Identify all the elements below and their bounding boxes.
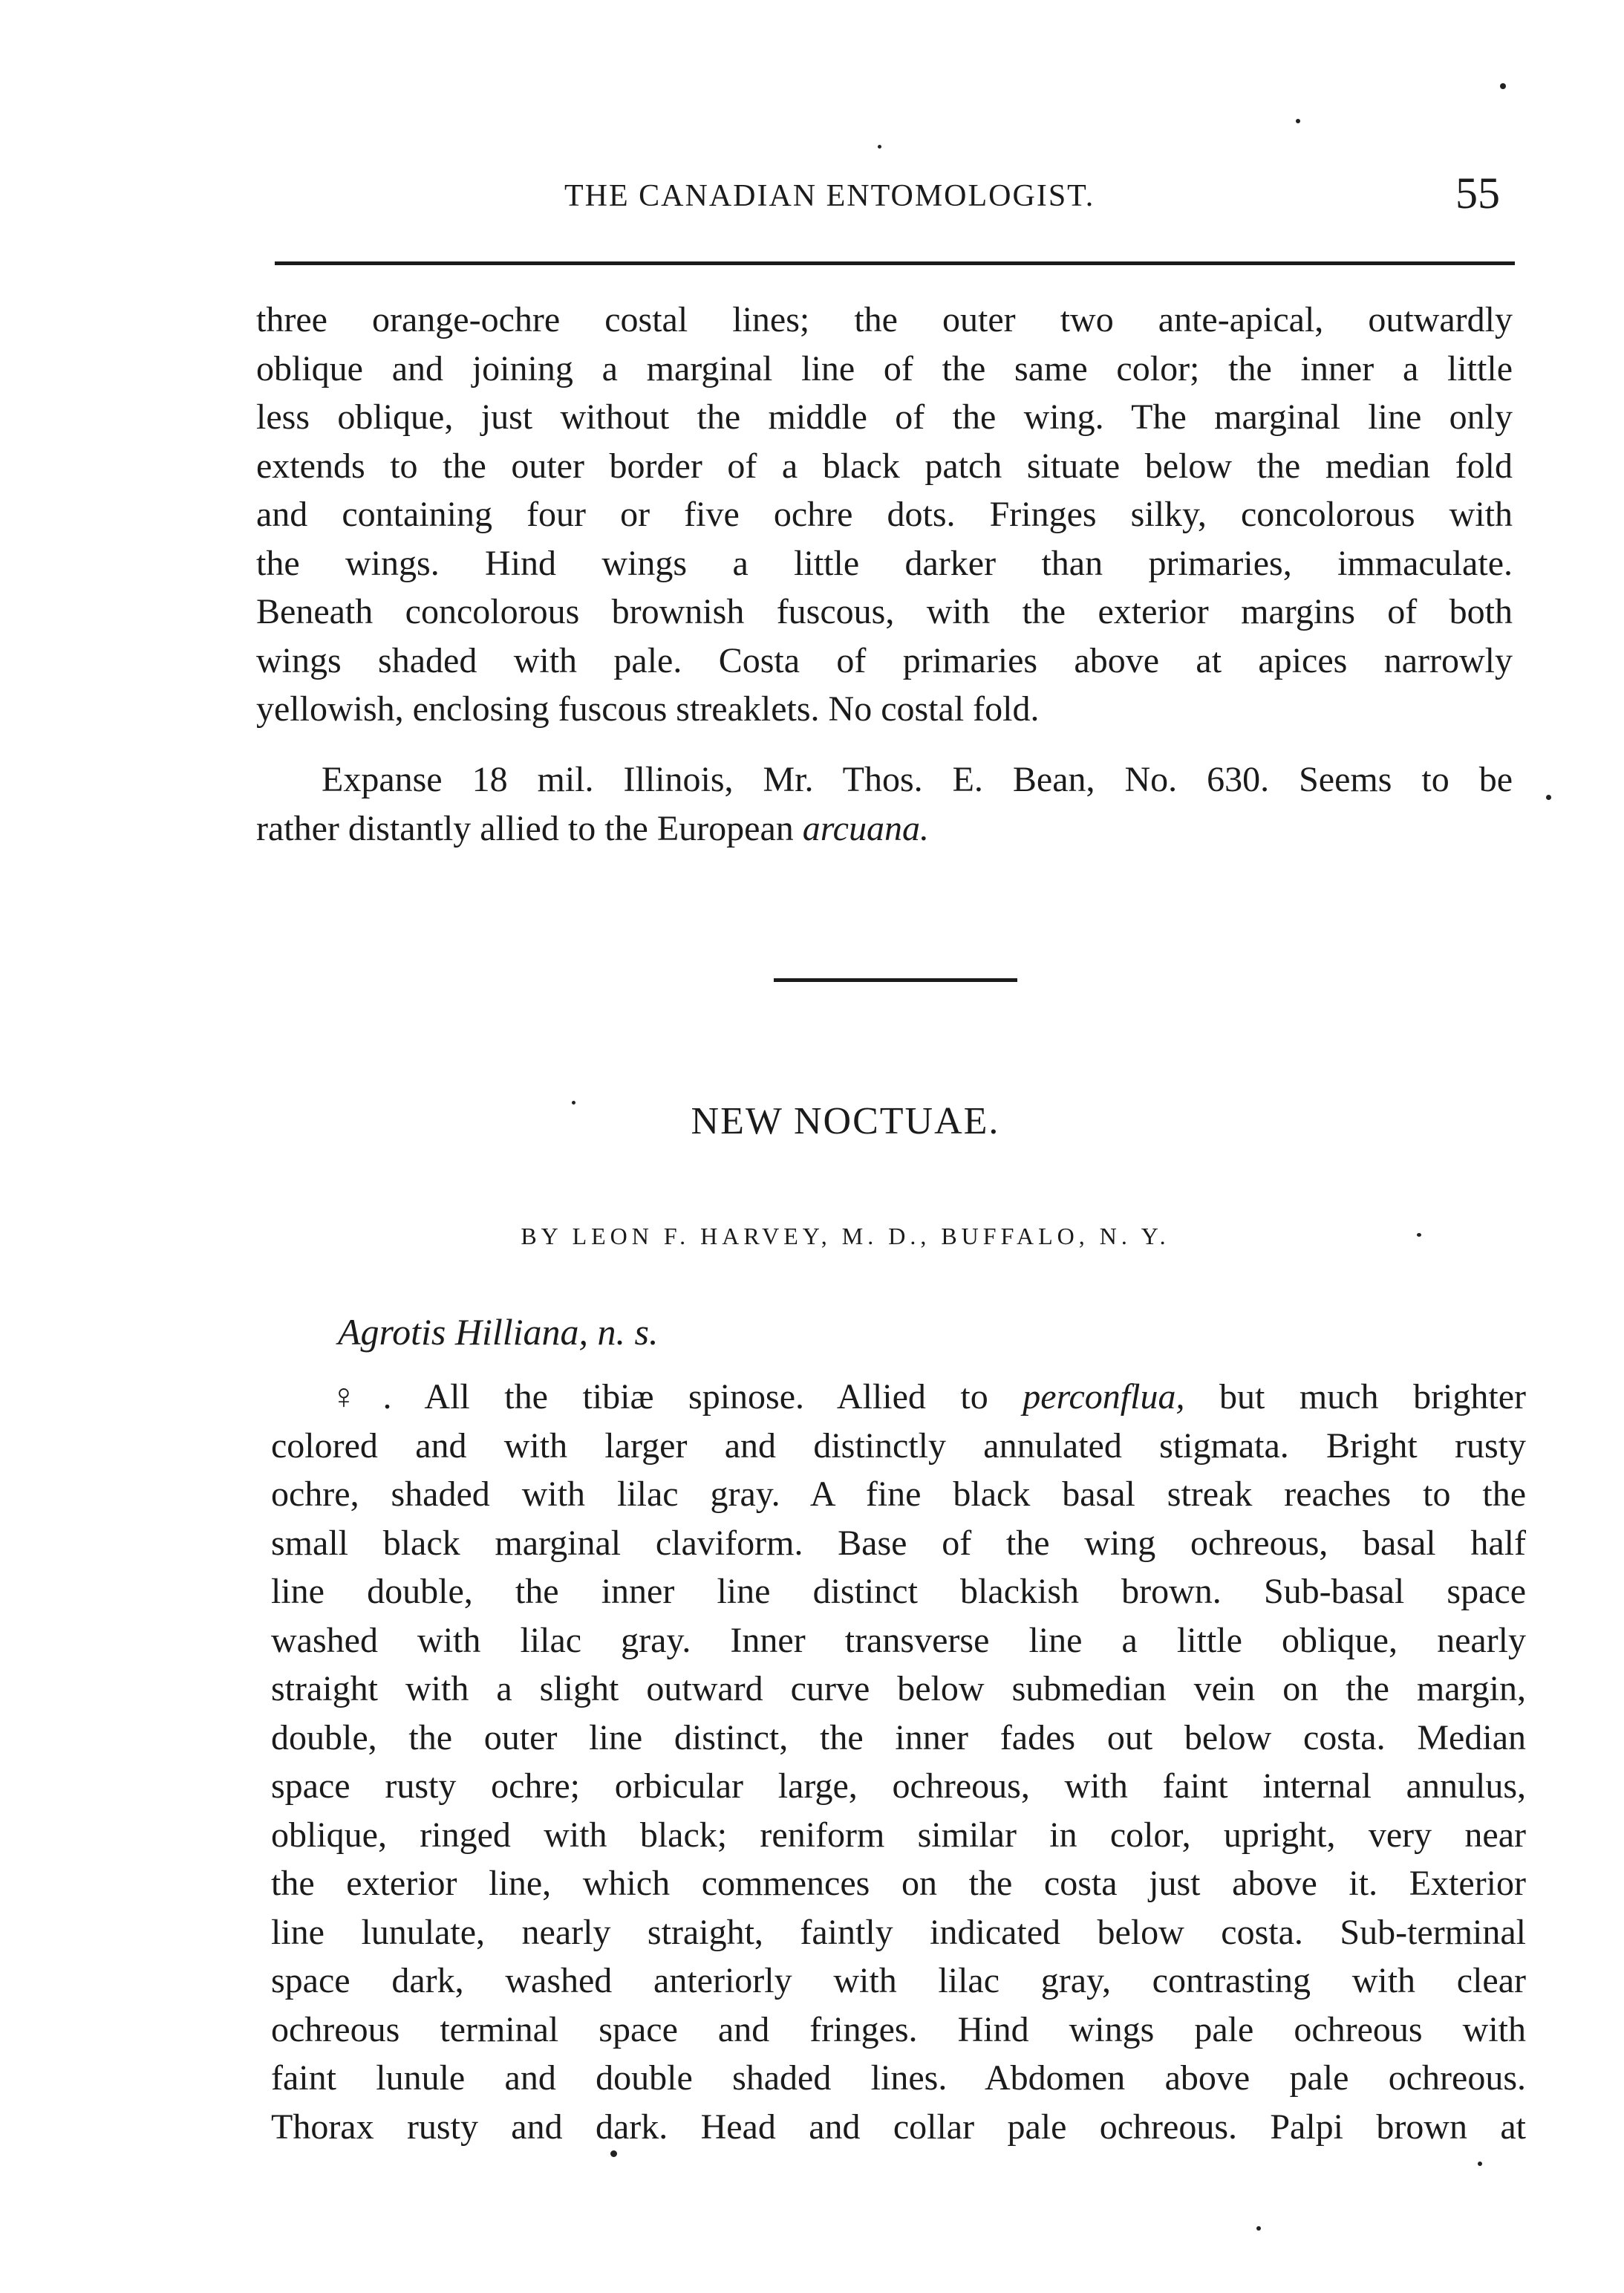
header-rule [275, 261, 1515, 265]
scan-speck [1256, 2226, 1261, 2231]
text-line: space dark, washed anteriorly with lilac gray, contrasting with clear [271, 1961, 1526, 2000]
text-line: extends to the outer border of a black patch situate below the median fold [256, 446, 1513, 486]
species-name-italic: arcuana. [802, 808, 929, 848]
text-line: and containing four or five ochre dots. Fringes silky, concolorous with [256, 495, 1513, 534]
text-line: ochre, shaded with lilac gray. A fine black basal streak reaches to the [271, 1474, 1526, 1514]
text-line [271, 1373, 1526, 1422]
scan-speck [1500, 83, 1506, 89]
scan-speck [878, 145, 881, 149]
page-number: 55 [1455, 169, 1500, 218]
species-name-italic: perconflua, [1023, 1377, 1185, 1417]
text-line: yellowish, enclosing fuscous streaklets. No costal fold. [256, 689, 1040, 729]
text-line: line lunulate, nearly straight, faintly indicated below costa. Sub-terminal [271, 1912, 1526, 1952]
previous-article-description [256, 296, 1513, 734]
running-head [275, 169, 1515, 224]
scan-speck [610, 2150, 617, 2157]
text-line [256, 804, 1513, 853]
scan-speck [1296, 119, 1300, 123]
text-line: colored and with larger and distinctly annulated stigmata. Bright rusty [271, 1425, 1526, 1466]
text-line: space rusty ochre; orbicular large, ochreous, with faint internal annulus, [271, 1766, 1526, 1806]
expanse-paragraph [256, 755, 1513, 853]
text-line: ochreous terminal space and fringes. Hind wings pale ochreous with [271, 2009, 1526, 2049]
text-line: Thorax rusty and dark. Head and collar pale ochreous. Palpi brown at [271, 2107, 1526, 2147]
text-segment: but much brighter [1184, 1377, 1527, 1417]
text-line: line double, the inner line distinct blackish brown. Sub-basal space [271, 1572, 1526, 1611]
article-title: NEW NOCTUAE. [691, 1100, 1000, 1142]
section-divider [774, 978, 1017, 982]
text-line: wings shaded with pale. Costa of primaries above at apices narrowly [256, 640, 1513, 680]
text-line: double, the outer line distinct, the inner fades out below costa. Median [271, 1717, 1526, 1757]
text-segment: rather distantly allied to the European [256, 808, 803, 848]
journal-title: THE CANADIAN ENTOMOLOGIST. [564, 179, 1095, 213]
text-line: Beneath concolorous brownish fuscous, with the exterior margins of both [256, 592, 1513, 631]
species-description [271, 1373, 1526, 2151]
scan-speck [1417, 1233, 1421, 1237]
scan-speck [1546, 795, 1551, 800]
text-segment: ♀. All the tibiæ spinose. Allied to [330, 1377, 1023, 1417]
text-line: three orange-ochre costal lines; the outer two ante-apical, outwardly [256, 300, 1513, 339]
text-line: washed with lilac gray. Inner transverse line a little oblique, nearly [271, 1620, 1526, 1660]
scan-speck [1478, 2162, 1482, 2166]
scan-speck [572, 1101, 575, 1105]
text-line: less oblique, just without the middle of the wing. The marginal line only [256, 397, 1513, 437]
text-line: oblique and joining a marginal line of the same color; the inner a little [256, 348, 1513, 388]
text-line: Expanse 18 mil. Illinois, Mr. Thos. E. Bean, No. 630. Seems to be [322, 760, 1513, 799]
text-line: faint lunule and double shaded lines. Abdomen above pale ochreous. [271, 2058, 1526, 2098]
text-line: straight with a slight outward curve below submedian vein on the margin, [271, 1669, 1526, 1708]
article-byline: BY LEON F. HARVEY, M. D., BUFFALO, N. Y. [521, 1223, 1170, 1249]
text-line: the wings. Hind wings a little darker than primaries, immaculate. [256, 543, 1513, 583]
text-line: the exterior line, which commences on the costa just above it. Exterior [271, 1864, 1526, 1903]
text-line: small black marginal claviform. Base of the wing ochreous, basal half [271, 1523, 1526, 1563]
text-line: oblique, ringed with black; reniform similar in color, upright, very near [271, 1815, 1526, 1855]
species-heading: Agrotis Hilliana, n. s. [338, 1311, 659, 1353]
